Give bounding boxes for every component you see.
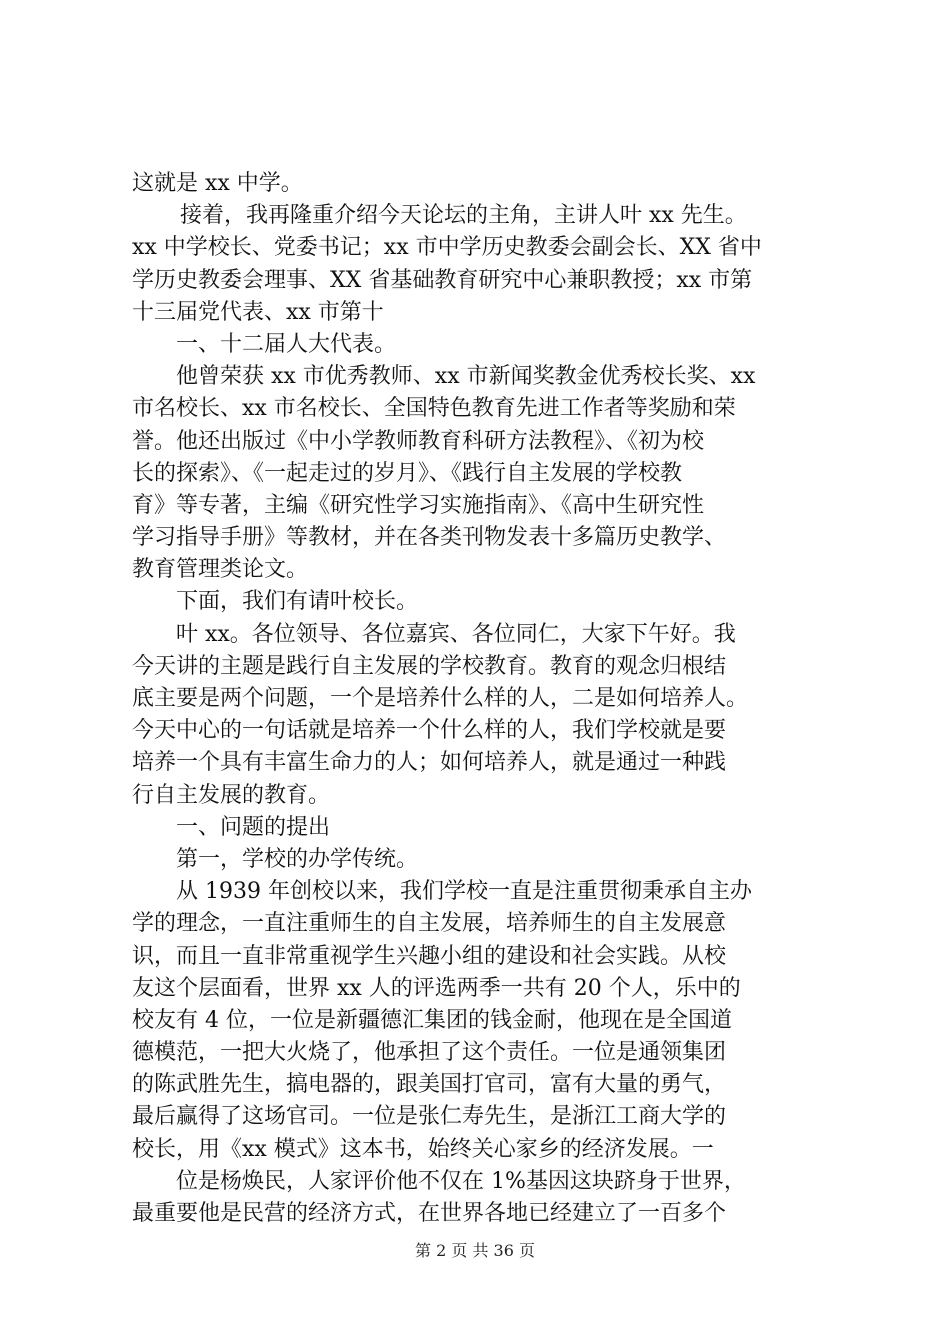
text-line: 学历史教委会理事、XX 省基础教育研究中心兼职教授；xx 市第 [132, 267, 753, 293]
page-number-footer: 第 2 页 共 36 页 [415, 1241, 535, 1260]
text-line: 位是杨焕民，人家评价他不仅在 1%基因这块跻身于世界， [176, 1168, 746, 1194]
text-line: 行自主发展的教育。 [132, 782, 331, 808]
text-line: 培养一个具有丰富生命力的人；如何培养人，就是通过一种践 [132, 750, 727, 776]
text-line: 这就是 xx 中学。 [132, 171, 303, 196]
text-line: 十三届党代表、xx 市第十 [132, 299, 384, 325]
text-line: 誉。他还出版过《中小学教师教育科研方法教程》、《初为校 [132, 428, 705, 454]
text-line: 第一，学校的办学传统。 [176, 846, 419, 872]
section-heading: 一、问题的提出 [176, 814, 331, 840]
text-line: 最后赢得了这场官司。一位是张仁寿先生，是浙江工商大学的 [132, 1104, 727, 1130]
text-line: 他曾荣获 xx 市优秀教师、xx 市新闻奖教金优秀校长奖、xx [176, 364, 756, 390]
text-line: 识，而且一直非常重视学生兴趣小组的建设和社会实践。从校 [132, 943, 727, 969]
text-line: 德模范，一把大火烧了，他承担了这个责任。一位是通领集团 [132, 1040, 727, 1066]
text-line: 教育管理类论文。 [132, 557, 309, 583]
text-line: 一、十二届人大代表。 [176, 331, 397, 357]
text-line: 的陈武胜先生，搞电器的，跟美国打官司，富有大量的勇气， [132, 1072, 727, 1098]
text-line: 今天中心的一句话就是培养一个什么样的人，我们学校就是要 [132, 718, 727, 744]
text-line: 下面，我们有请叶校长。 [176, 589, 419, 615]
document-body [132, 168, 836, 1230]
text-line: 今天讲的主题是践行自主发展的学校教育。教育的观念归根结 [132, 653, 727, 679]
text-line: 学习指导手册》等教材，并在各类刊物发表十多篇历史教学、 [132, 525, 727, 551]
text-line: 叶 xx。各位领导、各位嘉宾、各位同仁，大家下午好。我 [176, 621, 736, 647]
text-line: 接着，我再隆重介绍今天论坛的主角，主讲人叶 xx 先生。 [180, 203, 747, 229]
text-line: xx 中学校长、党委书记；xx 市中学历史教委会副会长、XX 省中 [132, 235, 762, 261]
text-line: 从 1939 年创校以来，我们学校一直是注重贯彻秉承自主办 [176, 879, 752, 905]
text-line: 市名校长、xx 市名校长、全国特色教育先进工作者等奖励和荣 [132, 396, 736, 422]
text-line: 底主要是两个问题，一个是培养什么样的人，二是如何培养人。 [132, 686, 749, 711]
text-line: 育》等专著，主编《研究性学习实施指南》、《高中生研究性 [132, 492, 705, 518]
text-line: 最重要他是民营的经济方式，在世界各地已经建立了一百多个 [132, 1201, 727, 1226]
text-line: 校长，用《xx 模式》这本书，始终关心家乡的经济发展。一 [132, 1136, 714, 1162]
text-line: 学的理念，一直注重师生的自主发展，培养师生的自主发展意 [132, 911, 727, 937]
text-line: 友这个层面看，世界 xx 人的评选两季一共有 20 个人，乐中的 [132, 975, 741, 1001]
text-line: 长的探索》、《一起走过的岁月》、《践行自主发展的学校教 [132, 460, 683, 486]
text-line: 校友有 4 位，一位是新疆德汇集团的钱金耐，他现在是全国道 [132, 1007, 732, 1033]
